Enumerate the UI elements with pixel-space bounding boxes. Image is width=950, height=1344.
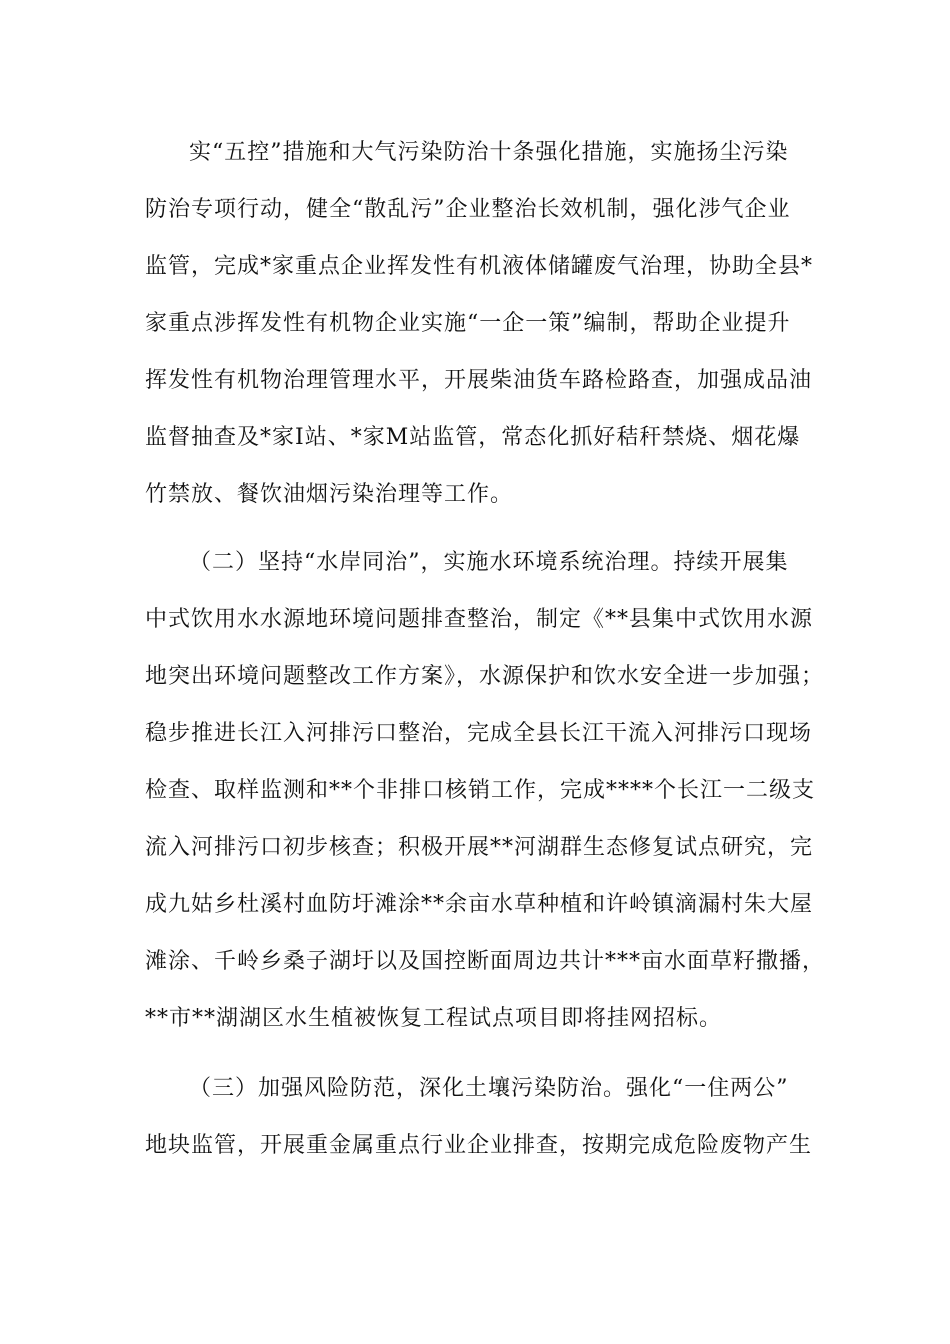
paragraph-line: 挥发性有机物治理管理水平，开展柴油货车路检路查，加强成品油 [145, 368, 813, 393]
paragraph-line: 检查、取样监测和**个非排口核销工作，完成****个长江一二级支 [145, 778, 816, 803]
paragraph-line: 防治专项行动，健全“散乱污”企业整治长效机制，强化涉气企业 [145, 197, 791, 222]
paragraph-line: 地块监管，开展重金属重点行业企业排查，按期完成危险废物产生 [145, 1133, 813, 1158]
paragraph-line: **市**湖湖区水生植被恢复工程试点项目即将挂网招标。 [145, 1006, 723, 1031]
paragraph-line: 稳步推进长江入河排污口整治，完成全县长江干流入河排污口现场 [145, 721, 813, 746]
paragraph-line: （三）加强风险防范，深化土壤污染防治。强化“一住两公” [189, 1076, 789, 1101]
paragraph-line: 家重点涉挥发性有机物企业实施“一企一策”编制，帮助企业提升 [145, 311, 791, 336]
paragraph-line: 竹禁放、餐饮油烟污染治理等工作。 [145, 482, 514, 507]
paragraph-line: 监管，完成*家重点企业挥发性有机液体储罐废气治理，协助全县* [145, 254, 814, 279]
paragraph-line: 地突出环境问题整改工作方案》，水源保护和饮水安全进一步加强； [145, 664, 825, 689]
paragraph-line: 监督抽查及*家I站、*家M站监管，常态化抓好秸秆禁烧、烟花爆 [145, 425, 801, 450]
paragraph-line: 中式饮用水水源地环境问题排查整治，制定《**县集中式饮用水源 [145, 607, 814, 632]
paragraph-line: 实“五控”措施和大气污染防治十条强化措施，实施扬尘污染 [189, 140, 789, 165]
paragraph-line: （二）坚持“水岸同治”，实施水环境系统治理。持续开展集 [189, 550, 789, 575]
paragraph-line: 流入河排污口初步核查；积极开展**河湖群生态修复试点研究，完 [145, 835, 814, 860]
paragraph-line: 滩涂、千岭乡桑子湖圩以及国控断面周边共计***亩水面草籽撒播， [145, 949, 826, 974]
paragraph-line: 成九姑乡杜溪村血防圩滩涂**余亩水草种植和许岭镇滴漏村朱大屋 [145, 892, 814, 917]
